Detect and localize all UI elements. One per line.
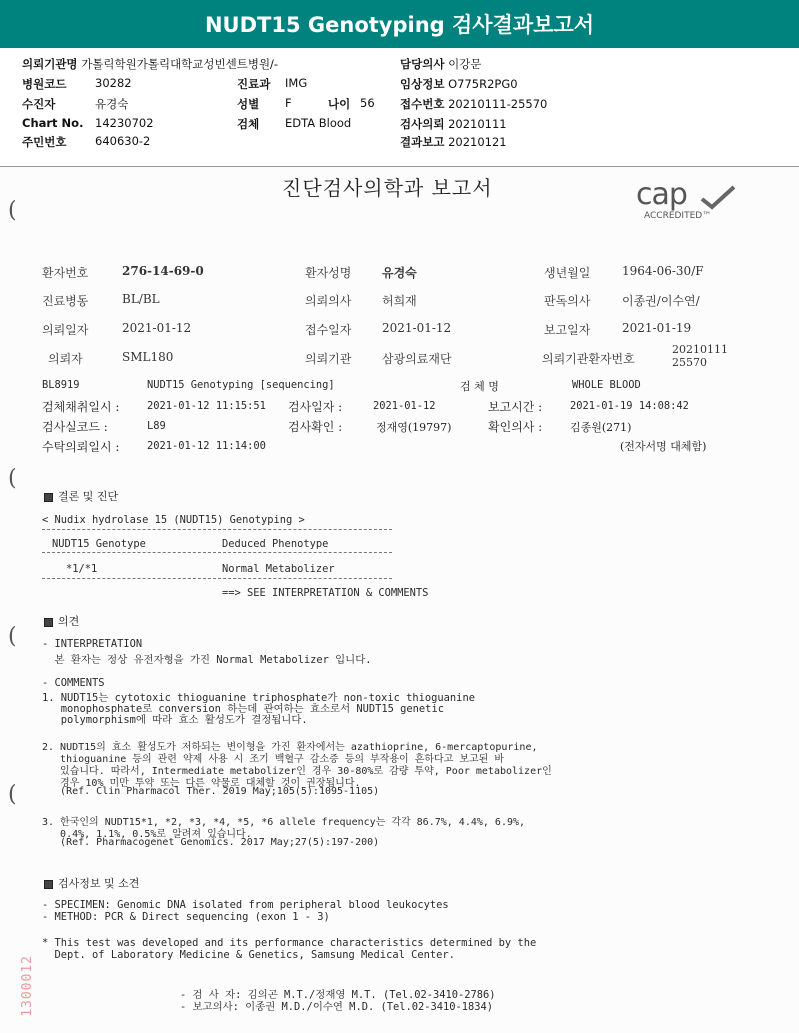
meta-chart-value: 14230702 [95, 116, 154, 130]
punch-hole-mark: ( [8, 198, 17, 223]
meta-dept-label: 진료과 [237, 77, 271, 91]
punch-hole-mark: ( [8, 466, 17, 491]
scan-report-title: 진단검사의학과 보고서 [282, 176, 493, 200]
esign-note: (전자서명 대체함) [620, 440, 707, 453]
dob-label: 생년월일 [544, 266, 591, 280]
genotype-value: *1/*1 [66, 563, 98, 575]
comment-1-line: monophosphate로 conversion 하는데 관여하는 효소로서 NUDT15 genetic [42, 703, 444, 715]
confirm-doc-value: 김종원(271) [570, 421, 632, 434]
collect-label: 검체채취일시 : [42, 400, 120, 414]
red-stamp-number: 1300012 [20, 955, 35, 1017]
reporter-line: - 보고의사: 이종권 M.D./이수연 M.D. (Tel.02-3410-1834) [180, 1001, 494, 1013]
result-section-heading: 결론 및 진단 [44, 488, 118, 504]
report-date-label: 보고일자 [544, 323, 591, 337]
check-mark-icon [698, 183, 738, 211]
disclaimer-line: * This test was developed and its performance characteristics determined by the [42, 937, 537, 949]
ward: BL/BL [122, 292, 160, 306]
meta-patient-label: 수진자 [22, 97, 56, 111]
patient-name-label: 환자성명 [305, 266, 352, 280]
specimen-value: WHOLE BLOOD [572, 379, 641, 391]
doctor: 허희재 [382, 294, 417, 308]
info-section-heading: 검사정보 및 소견 [44, 875, 139, 891]
interpretation-heading: - INTERPRETATION [42, 638, 143, 650]
meta-id-label: 주민번호 [22, 135, 67, 149]
reader-label: 판독의사 [544, 294, 591, 308]
consign-label: 수탁의뢰일시 : [42, 440, 120, 454]
req-date-label: 의뢰일자 [42, 323, 89, 337]
comment-2-line: 경우 10% 미만 투약 또는 다른 약물로 대체할 것이 권장됩니다. [42, 778, 361, 789]
dob: 1964-06-30/F [622, 264, 704, 278]
meta-age-value: 56 [360, 96, 375, 110]
doctor-label: 의뢰의사 [305, 294, 352, 308]
specimen-label: 검 체 명 [460, 380, 499, 393]
divider [42, 529, 392, 530]
col-phenotype: Deduced Phenotype [222, 538, 329, 550]
meta-specimen-label: 검체 [237, 117, 260, 131]
comment-2-line: thioguanine 등의 관련 약제 사용 시 조기 백혈구 감소증 등의 부작용이 흔하다고 보고된 바 [42, 754, 505, 765]
inst-no-label: 의뢰기관환자번호 [542, 352, 635, 366]
comment-3-line: 3. 한국인의 NUDT15*1, *2, *3, *4, *5, *6 allele frequency는 각각 86.7%, 4.4%, 6.9%, [42, 817, 526, 828]
meta-specimen-value: EDTA Blood [285, 116, 352, 130]
comment-1-line: 1. NUDT15는 cytotoxic thioguanine triphosphate가 non-toxic thioguanine [42, 692, 475, 704]
divider [42, 552, 392, 553]
meta-dept-value: IMG [285, 76, 308, 90]
meta-institution: 의뢰기관명 가톨릭학원가톨릭대학교성빈센트병원/- [22, 57, 279, 71]
punch-hole-mark: ( [8, 782, 17, 807]
square-bullet-icon [44, 880, 53, 889]
meta-chart-label: Chart No. [22, 116, 84, 130]
disclaimer-line: Dept. of Laboratory Medicine & Genetics, Samsung Medical Center. [42, 949, 455, 961]
meta-hospital-code: 병원코드 [22, 77, 67, 91]
test-code: BL8919 [42, 379, 80, 391]
collect-time: 2021-01-12 11:15:51 [147, 400, 266, 412]
patient-id: 276-14-69-0 [122, 264, 204, 278]
meta-sex-value: F [285, 96, 292, 110]
institution-label: 의뢰기관 [305, 352, 352, 366]
report-title-bar [0, 0, 799, 48]
specimen-line: - SPECIMEN: Genomic DNA isolated from peripheral blood leukocytes [42, 899, 449, 911]
comments-heading: - COMMENTS [42, 677, 105, 689]
report-date: 2021-01-19 [622, 321, 692, 335]
meta-clinical-label: 임상정보 O775R2PG0 [400, 77, 518, 91]
confirm-doc-label: 확인의사 : [488, 420, 543, 434]
method-line: - METHOD: PCR & Direct sequencing (exon 1 - 3) [42, 911, 330, 923]
recv-date-label: 접수일자 [305, 323, 352, 337]
punch-hole-mark: ( [8, 624, 17, 649]
ward-label: 진료병동 [42, 294, 89, 308]
see-note: ==> SEE INTERPRETATION & COMMENTS [222, 587, 429, 599]
confirm-value: 정재영(19797) [376, 421, 452, 434]
square-bullet-icon [44, 493, 53, 502]
meta-result-label: 결과보고 20210121 [400, 135, 507, 149]
report-time: 2021-01-19 14:08:42 [570, 400, 689, 412]
meta-accession-label: 접수번호 20210111-25570 [400, 97, 548, 111]
confirm-label: 검사확인 : [288, 420, 343, 434]
meta-sex-label: 성별 [237, 97, 260, 111]
meta-age-label: 나이 [328, 97, 351, 111]
exam-date-label: 검사일자 : [288, 400, 343, 414]
meta-request-label: 검사의뢰 20210111 [400, 117, 507, 131]
square-bullet-icon [44, 618, 53, 627]
comment-3-line: 0.4%, 1.1%, 0.5%로 알려져 있습니다. [42, 829, 252, 840]
meta-physician-label: 담당의사 이강문 [400, 57, 482, 71]
report-time-label: 보고시간 : [488, 400, 543, 414]
lab-code: L89 [147, 420, 166, 432]
examiner-line: - 검 사 자: 김의곤 M.T./정재영 M.T. (Tel.02-3410-2786) [180, 989, 496, 1001]
consign-time: 2021-01-12 11:14:00 [147, 440, 266, 452]
phenotype-value: Normal Metabolizer [222, 563, 335, 575]
meta-patient-value: 유경숙 [95, 97, 129, 111]
comment-1-line: polymorphism에 따라 효소 활성도가 결정됩니다. [42, 714, 308, 726]
comment-2-line: 2. NUDT15의 효소 활성도가 저하되는 변이형을 가진 환자에서는 azathioprine, 6-mercaptopurine, [42, 742, 538, 753]
opinion-section-heading: 의견 [44, 613, 79, 629]
reader: 이종권/이수연/ [622, 294, 700, 308]
report-title: NUDT15 Genotyping 검사결과보고서 [204, 13, 595, 37]
result-heading: < Nudix hydrolase 15 (NUDT15) Genotyping > [42, 514, 305, 526]
meta-panel [0, 48, 799, 167]
divider [42, 578, 392, 579]
inst-no: 2021011125570 [672, 343, 728, 369]
meta-hospital-code-value: 30282 [95, 76, 132, 90]
meta-id-value: 640630-2 [95, 134, 151, 148]
requester-label: 의뢰자 [48, 352, 83, 366]
patient-name: 유경숙 [382, 266, 417, 280]
requester: SML180 [122, 350, 174, 364]
test-name: NUDT15 Genotyping [sequencing] [147, 379, 335, 391]
lab-code-label: 검사실코드 : [42, 420, 108, 434]
interpretation-text: 본 환자는 정상 유전자형을 가진 Normal Metabolizer 입니다. [42, 654, 372, 666]
patient-id-label: 환자번호 [42, 266, 89, 280]
exam-date: 2021-01-12 [373, 400, 436, 412]
comment-2-line: 있습니다. 따라서, Intermediate metabolizer인 경우 30-80%로 감량 투약, Poor metabolizer인 [42, 766, 552, 777]
comment-3-line: (Ref. Pharmacogenet Genomics. 2017 May;27(5):197-200) [42, 837, 380, 848]
req-date: 2021-01-12 [122, 321, 192, 335]
comment-2-line: (Ref. Clin Pharmacol Ther. 2019 May;105(5):1095-1105) [42, 786, 380, 797]
col-genotype: NUDT15 Genotype [52, 538, 146, 550]
cap-logo: cap ACCREDITED™ [636, 183, 746, 225]
recv-date: 2021-01-12 [382, 321, 452, 335]
institution: 삼광의료재단 [382, 352, 452, 366]
